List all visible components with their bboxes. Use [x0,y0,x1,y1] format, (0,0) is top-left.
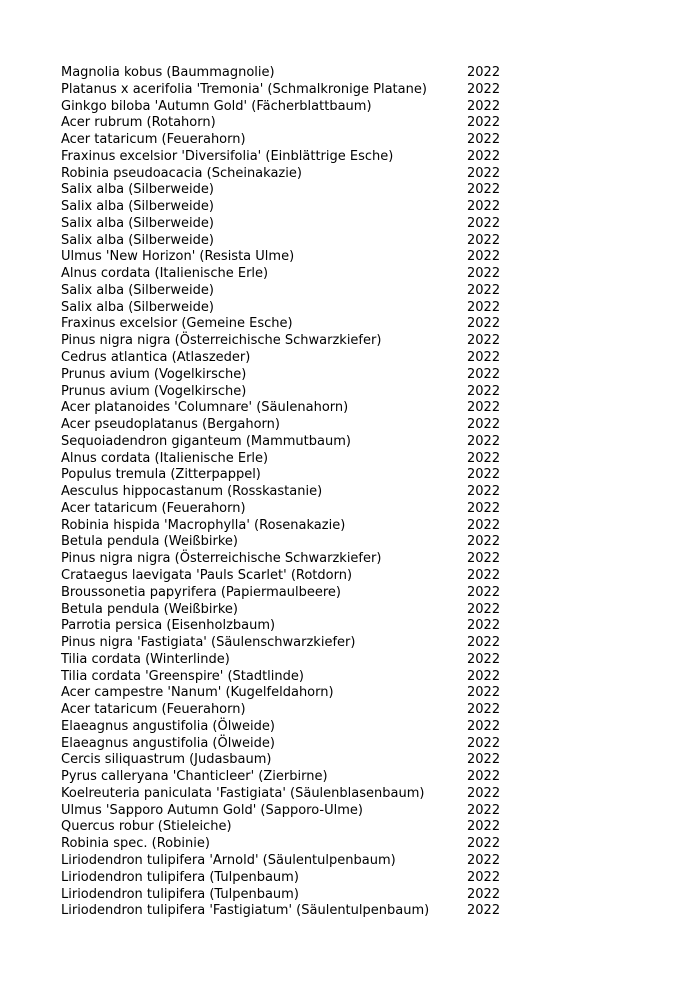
table-row [61,350,521,367]
table-row [61,484,521,501]
tree-species-name: Acer pseudoplatanus (Bergahorn) [61,417,280,433]
tree-species-name: Liriodendron tulipifera (Tulpenbaum) [61,869,299,885]
planting-year: 2022 [467,869,501,885]
tree-species-name: Salix alba (Silberweide) [61,199,214,215]
tree-species-name: Ginkgo biloba 'Autumn Gold' (Fächerblattbaum) [61,98,372,114]
planting-year: 2022 [467,567,501,583]
planting-year: 2022 [467,182,501,198]
table-row [61,819,521,836]
tree-species-name: Cercis siliquastrum (Judasbaum) [61,752,272,768]
planting-year: 2022 [467,886,501,902]
tree-species-name: Cedrus atlantica (Atlaszeder) [61,350,251,366]
planting-year: 2022 [467,98,501,114]
table-row [61,384,521,401]
tree-species-name: Acer campestre 'Nanum' (Kugelfeldahorn) [61,685,334,701]
table-row [61,333,521,350]
table-row [61,786,521,803]
table-row [61,266,521,283]
tree-species-name: Betula pendula (Weißbirke) [61,534,238,550]
tree-species-name: Robinia hispida 'Macrophylla' (Rosenakazie) [61,517,346,533]
table-row [61,769,521,786]
tree-species-name: Parrotia persica (Eisenholzbaum) [61,618,276,634]
planting-year: 2022 [467,819,501,835]
table-row [61,216,521,233]
table-row [61,467,521,484]
planting-year: 2022 [467,551,501,567]
planting-year: 2022 [467,467,501,483]
tree-species-name: Fraxinus excelsior (Gemeine Esche) [61,316,293,332]
planting-year: 2022 [467,350,501,366]
table-row [61,316,521,333]
table-row [61,702,521,719]
table-row [61,367,521,384]
tree-species-name: Betula pendula (Weißbirke) [61,601,238,617]
tree-species-name: Tilia cordata (Winterlinde) [61,651,230,667]
table-row [61,836,521,853]
table-row [61,518,521,535]
tree-species-name: Tilia cordata 'Greenspire' (Stadtlinde) [61,668,304,684]
planting-year: 2022 [467,366,501,382]
planting-year: 2022 [467,702,501,718]
table-row [61,132,521,149]
planting-year: 2022 [467,132,501,148]
planting-year: 2022 [467,584,501,600]
planting-year: 2022 [467,417,501,433]
planting-year: 2022 [467,534,501,550]
planting-year: 2022 [467,852,501,868]
table-row [61,182,521,199]
tree-species-name: Salix alba (Silberweide) [61,215,214,231]
planting-year: 2022 [467,266,501,282]
table-row [61,669,521,686]
planting-year: 2022 [467,148,501,164]
tree-species-name: Acer tataricum (Feuerahorn) [61,132,246,148]
tree-species-name: Prunus avium (Vogelkirsche) [61,383,247,399]
tree-species-name: Liriodendron tulipifera 'Fastigiatum' (Säulentulpenbaum) [61,903,430,919]
planting-year: 2022 [467,249,501,265]
table-row [61,417,521,434]
planting-year: 2022 [467,450,501,466]
tree-species-name: Alnus cordata (Italienische Erle) [61,450,269,466]
tree-species-name: Elaeagnus angustifolia (Ölweide) [61,718,275,734]
planting-year: 2022 [467,215,501,231]
planting-year: 2022 [467,199,501,215]
planting-year: 2022 [467,316,501,332]
tree-species-name: Pinus nigra nigra (Österreichische Schwarzkiefer) [61,551,382,567]
tree-species-name: Salix alba (Silberweide) [61,232,214,248]
table-row [61,853,521,870]
table-row [61,736,521,753]
tree-species-name: Elaeagnus angustifolia (Ölweide) [61,735,275,751]
planting-year: 2022 [467,433,501,449]
planting-year: 2022 [467,400,501,416]
table-row [61,434,521,451]
planting-year: 2022 [467,769,501,785]
tree-species-name: Populus tremula (Zitterpappel) [61,467,261,483]
table-row [61,65,521,82]
table-row [61,115,521,132]
planting-year: 2022 [467,282,501,298]
planting-year: 2022 [467,81,501,97]
tree-species-name: Platanus x acerifolia 'Tremonia' (Schmalkronige Platane) [61,81,427,97]
table-row [61,602,521,619]
tree-species-name: Salix alba (Silberweide) [61,282,214,298]
planting-year: 2022 [467,65,501,80]
table-row [61,233,521,250]
tree-species-name: Pyrus calleryana 'Chanticleer' (Zierbirne) [61,769,328,785]
table-row [61,534,521,551]
tree-species-name: Quercus robur (Stieleiche) [61,819,232,835]
planting-year: 2022 [467,165,501,181]
planting-year: 2022 [467,115,501,131]
tree-species-name: Crataegus laevigata 'Pauls Scarlet' (Rotdorn) [61,567,353,583]
table-row [61,199,521,216]
table-row [61,887,521,904]
tree-species-name: Salix alba (Silberweide) [61,182,214,198]
planting-year: 2022 [467,685,501,701]
tree-species-name: Acer tataricum (Feuerahorn) [61,702,246,718]
tree-species-name: Acer platanoides 'Columnare' (Säulenahorn) [61,400,349,416]
table-row [61,568,521,585]
tree-planting-list [61,65,521,920]
table-row [61,149,521,166]
planting-year: 2022 [467,484,501,500]
table-row [61,652,521,669]
planting-year: 2022 [467,383,501,399]
tree-species-name: Salix alba (Silberweide) [61,299,214,315]
planting-year: 2022 [467,618,501,634]
tree-species-name: Alnus cordata (Italienische Erle) [61,266,269,282]
planting-year: 2022 [467,802,501,818]
planting-year: 2022 [467,651,501,667]
table-row [61,618,521,635]
planting-year: 2022 [467,785,501,801]
table-row [61,99,521,116]
tree-species-name: Pinus nigra nigra (Österreichische Schwarzkiefer) [61,333,382,349]
tree-species-name: Acer tataricum (Feuerahorn) [61,500,246,516]
tree-species-name: Ulmus 'Sapporo Autumn Gold' (Sapporo-Ulme) [61,802,363,818]
planting-year: 2022 [467,718,501,734]
planting-year: 2022 [467,903,501,919]
planting-year: 2022 [467,836,501,852]
planting-year: 2022 [467,752,501,768]
table-row [61,685,521,702]
planting-year: 2022 [467,299,501,315]
tree-species-name: Pinus nigra 'Fastigiata' (Säulenschwarzkiefer) [61,635,356,651]
table-row [61,283,521,300]
tree-species-name: Robinia pseudoacacia (Scheinakazie) [61,165,302,181]
tree-species-name: Sequoiadendron giganteum (Mammutbaum) [61,433,351,449]
table-row [61,635,521,652]
planting-year: 2022 [467,232,501,248]
tree-species-name: Magnolia kobus (Baummagnolie) [61,65,275,80]
table-row [61,501,521,518]
planting-year: 2022 [467,635,501,651]
tree-species-name: Ulmus 'New Horizon' (Resista Ulme) [61,249,295,265]
planting-year: 2022 [467,333,501,349]
tree-species-name: Broussonetia papyrifera (Papiermaulbeere) [61,584,341,600]
table-row [61,166,521,183]
table-row [61,903,521,920]
tree-species-name: Koelreuteria paniculata 'Fastigiata' (Säulenblasenbaum) [61,785,425,801]
planting-year: 2022 [467,601,501,617]
tree-species-name: Acer rubrum (Rotahorn) [61,115,216,131]
table-row [61,400,521,417]
tree-species-name: Liriodendron tulipifera (Tulpenbaum) [61,886,299,902]
planting-year: 2022 [467,517,501,533]
table-row [61,585,521,602]
table-row [61,451,521,468]
tree-species-name: Aesculus hippocastanum (Rosskastanie) [61,484,323,500]
planting-year: 2022 [467,668,501,684]
table-row [61,300,521,317]
table-row [61,719,521,736]
table-row [61,870,521,887]
table-row [61,752,521,769]
table-row [61,249,521,266]
tree-species-name: Liriodendron tulipifera 'Arnold' (Säulentulpenbaum) [61,852,396,868]
planting-year: 2022 [467,735,501,751]
tree-species-name: Fraxinus excelsior 'Diversifolia' (Einblättrige Esche) [61,148,394,164]
tree-species-name: Robinia spec. (Robinie) [61,836,210,852]
planting-year: 2022 [467,500,501,516]
tree-species-name: Prunus avium (Vogelkirsche) [61,366,247,382]
table-row [61,803,521,820]
table-row [61,82,521,99]
table-row [61,551,521,568]
